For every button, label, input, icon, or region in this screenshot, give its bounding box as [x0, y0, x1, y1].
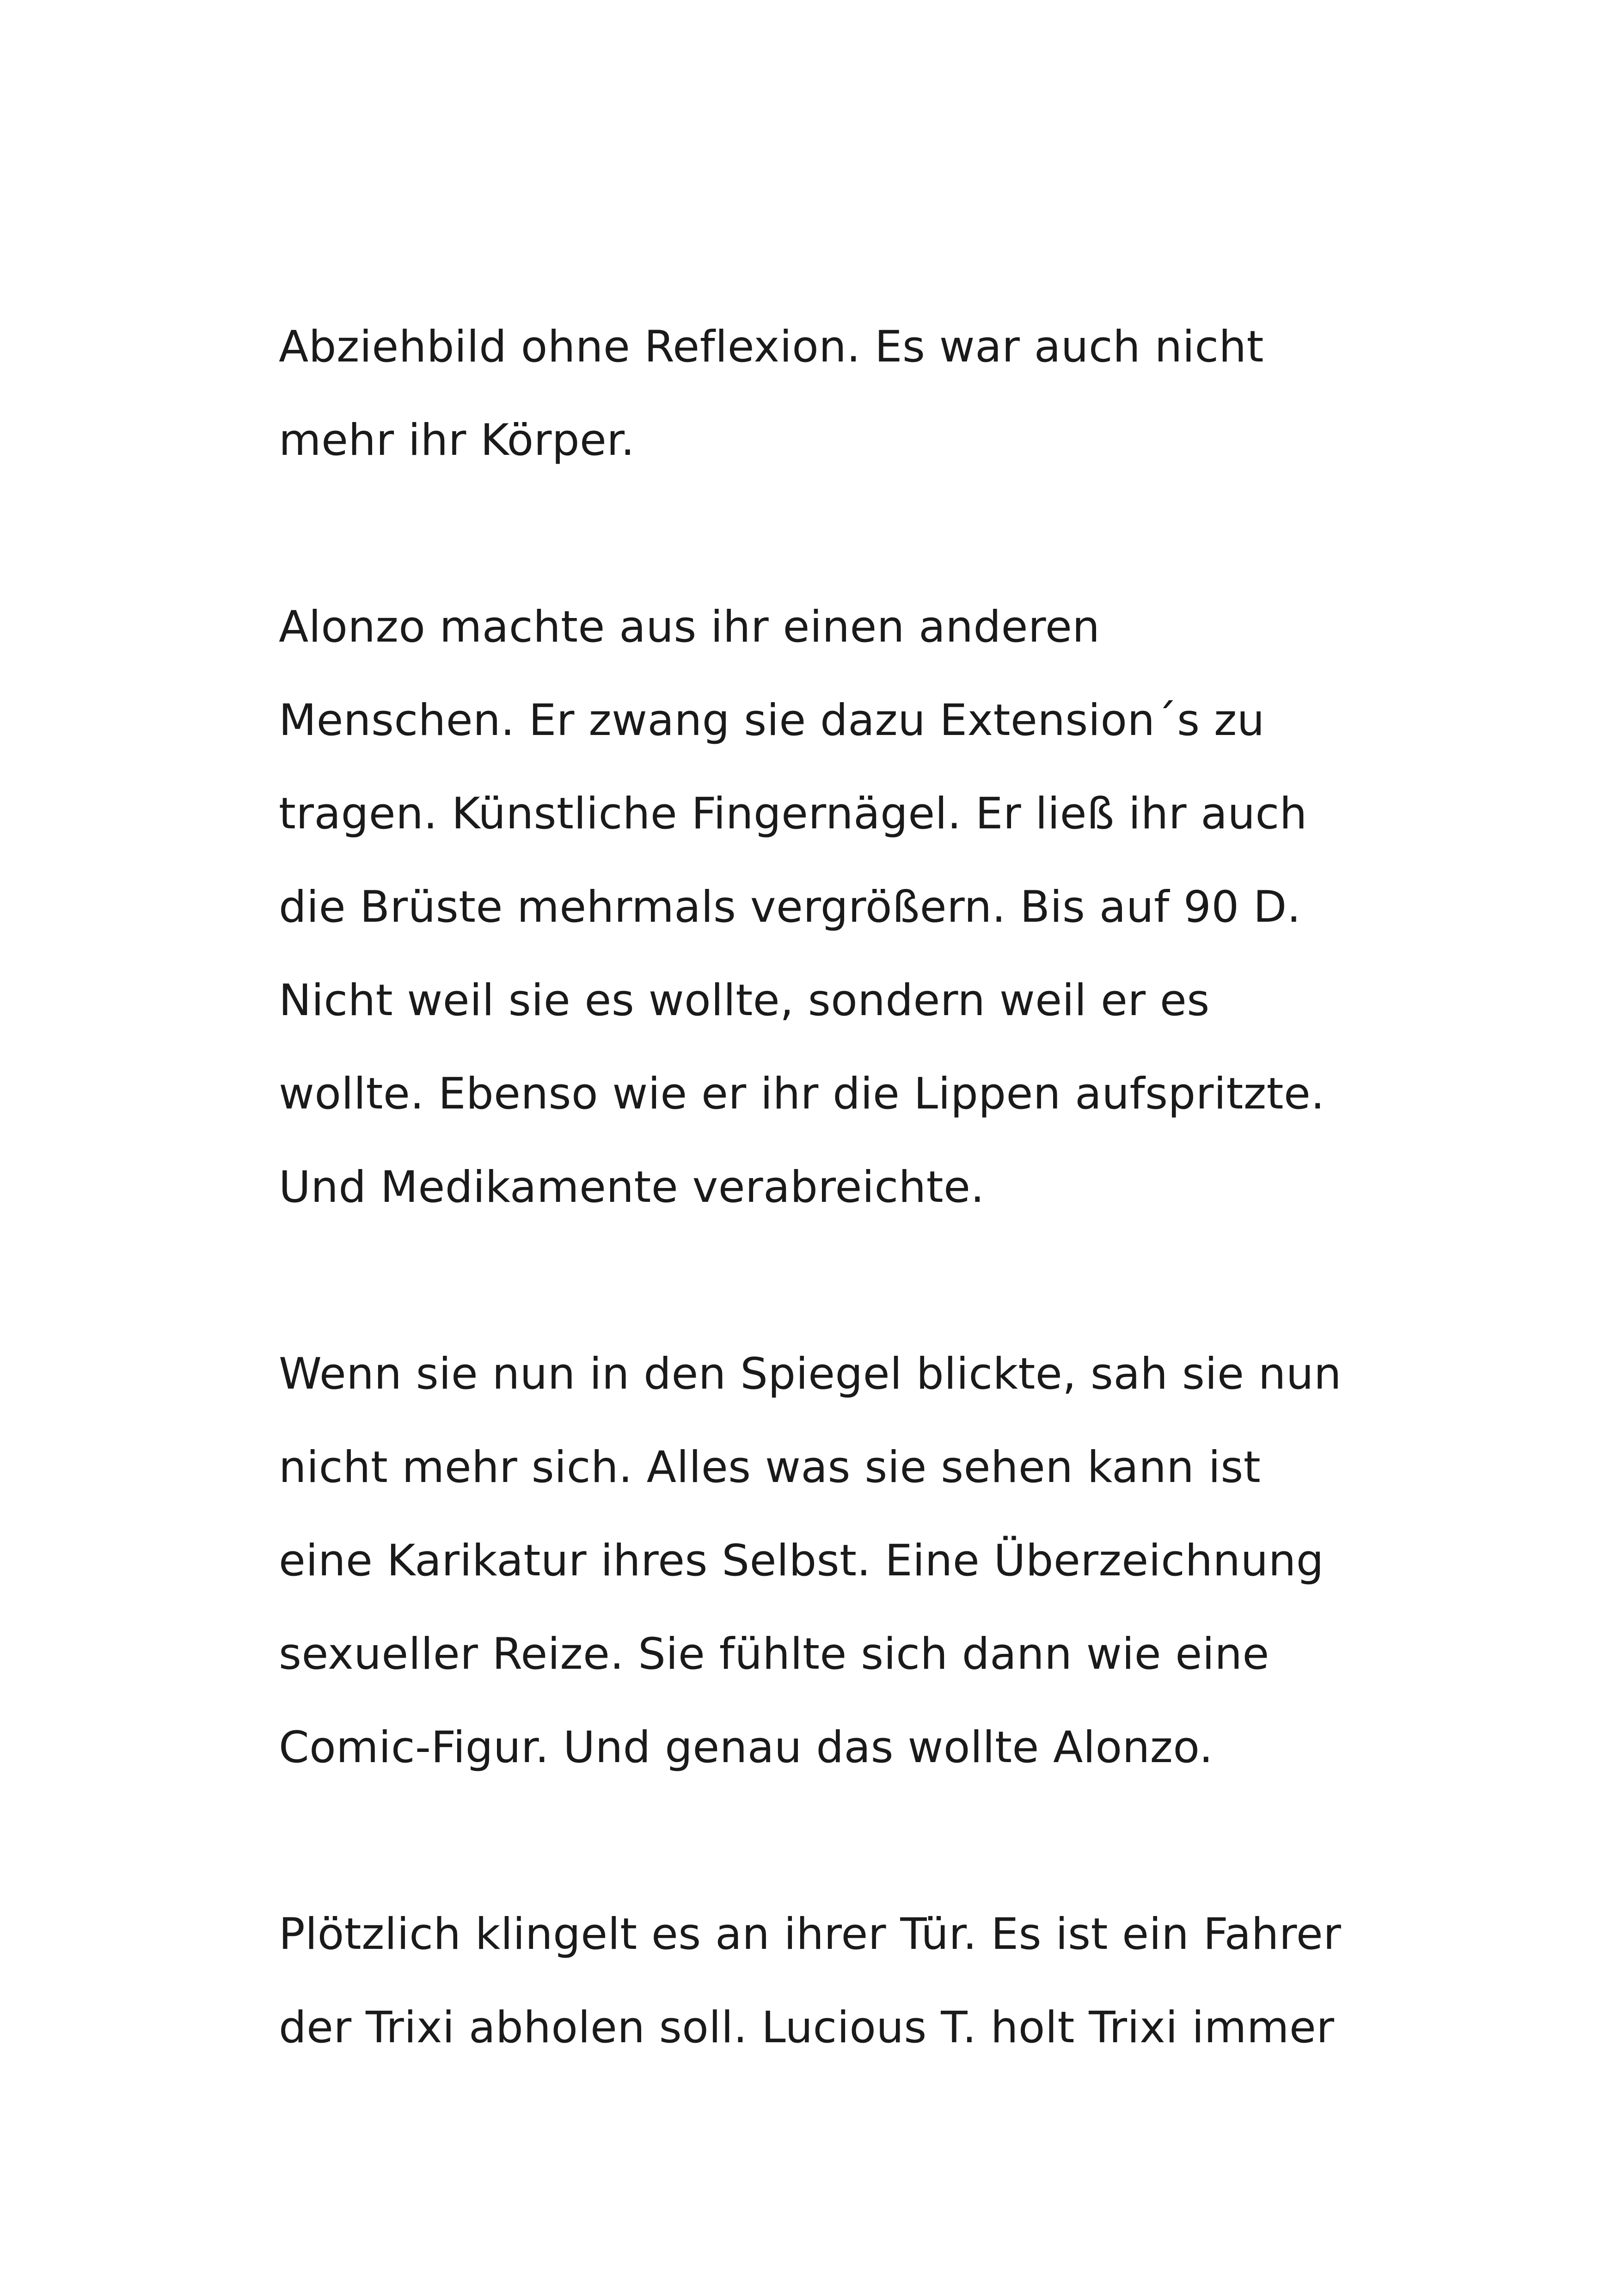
body-text: [279, 300, 1411, 2168]
text-line: tragen. Künstliche Fingernägel. Er ließ ihr auch: [279, 789, 1307, 839]
text-line: Plötzlich klingelt es an ihrer Tür. Es ist ein Fahrer: [279, 1909, 1342, 1959]
text-line: Alonzo machte aus ihr einen anderen: [279, 602, 1100, 652]
text-line: wollte. Ebenso wie er ihr die Lippen aufspritzte.: [279, 1069, 1325, 1119]
text-line: sexueller Reize. Sie fühlte sich dann wie eine: [279, 1629, 1269, 1679]
paragraph: [279, 1888, 1411, 2075]
text-line: Abziehbild ohne Reflexion. Es war auch nicht: [279, 322, 1264, 372]
paragraph: [279, 1328, 1411, 1794]
text-line: mehr ihr Körper.: [279, 415, 635, 465]
text-line: Comic-Figur. Und genau das wollte Alonzo.: [279, 1722, 1214, 1773]
text-line: nicht mehr sich. Alles was sie sehen kann ist: [279, 1442, 1261, 1493]
text-line: Und Medikamente verabreichte.: [279, 1162, 985, 1212]
text-line: eine Karikatur ihres Selbst. Eine Überzeichnung: [279, 1536, 1324, 1586]
text-line: Nicht weil sie es wollte, sondern weil er es: [279, 975, 1210, 1026]
text-line: Menschen. Er zwang sie dazu Extension´s zu: [279, 695, 1265, 746]
text-line: der Trixi abholen soll. Lucious T. holt Trixi immer: [279, 2002, 1335, 2053]
paragraph: [279, 300, 1411, 487]
text-line: die Brüste mehrmals vergrößern. Bis auf 90 D.: [279, 882, 1301, 932]
text-line: Wenn sie nun in den Spiegel blickte, sah sie nun: [279, 1349, 1342, 1399]
paragraph: [279, 581, 1411, 1234]
